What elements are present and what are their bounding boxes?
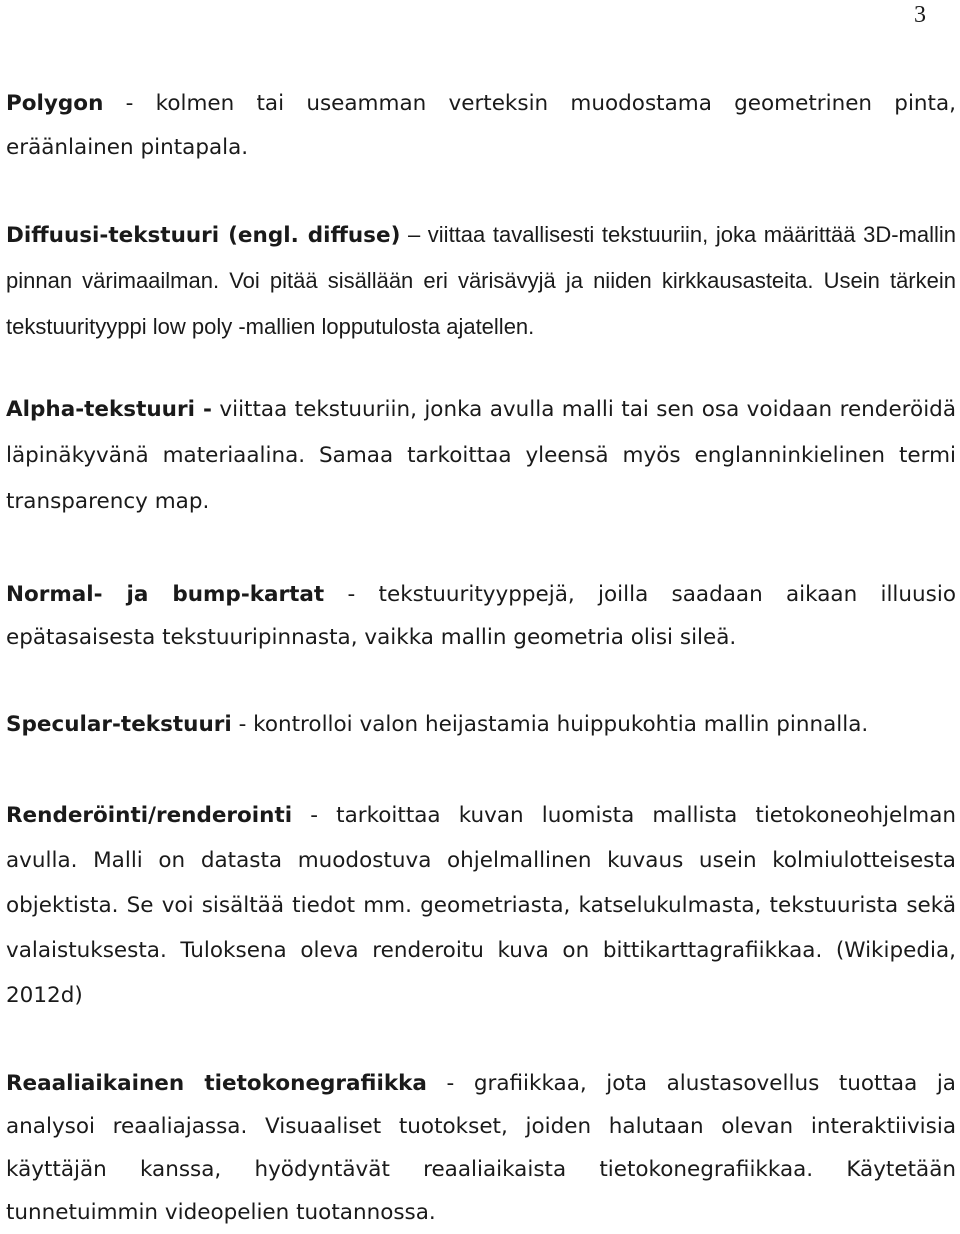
term: Diffuusi-tekstuuri (engl. diffuse) (6, 223, 401, 248)
definition: - kolmen tai useamman verteksin muodostama geometrinen pinta, eräänlainen pintapala. (6, 91, 956, 160)
glossary-entry-realtime-graphics (6, 1062, 956, 1234)
term: Alpha-tekstuuri - (6, 397, 212, 422)
definition: - tekstuurityyppejä, joilla saadaan aikaan illuusio epätasaisesta tekstuuripinnasta, vaikka mallin geometria olisi sileä. (6, 582, 956, 650)
definition: - kontrolloi valon heijastamia huippukohtia mallin pinnalla. (231, 712, 869, 737)
page-number: 3 (914, 2, 926, 28)
definition: - tarkoittaa kuvan luomista mallista tietokoneohjelman avulla. Malli on datasta muodostuva ohjelmallinen kuvaus usein kolmiulotteisesta objektista. Se voi sisältää tiedot mm. geometriasta, katselukulmasta, tekstuurista sekä valaistuksesta. Tuloksena oleva renderoitu kuva on bittikarttagrafiikkaa. (Wikipedia, 2012d) (6, 803, 956, 1008)
glossary-entry-diffuse (6, 212, 956, 350)
glossary-entry-specular (6, 703, 956, 747)
term: Specular-tekstuuri (6, 712, 232, 737)
glossary-entry-polygon (6, 82, 956, 170)
term: Reaaliaikainen tietokonegrafiikka (6, 1071, 427, 1096)
definition: – viittaa tavallisesti tekstuuriin, joka määrittää 3D-mallin pinnan värimaailman. Voi pitää sisällään eri värisävyjä ja niiden kirkkausasteita. Usein tärkein tekstuurityyppi low poly -mallien lopputulosta ajatellen. (6, 222, 956, 339)
term: Polygon (6, 91, 104, 116)
term: Renderöinti/renderointi (6, 803, 293, 828)
glossary-entry-normal-bump (6, 573, 956, 659)
term: Normal- ja bump-kartat (6, 582, 325, 607)
glossary-entry-rendering (6, 793, 956, 1018)
glossary-entry-alpha (6, 387, 956, 525)
definition: - grafiikkaa, jota alustasovellus tuottaa ja analysoi reaaliajassa. Visuaaliset tuotokset, joiden halutaan olevan interaktiivisia käyttäjän kanssa, hyödyntävät reaaliaikaista tietokonegrafiikkaa. Käytetään tunnetuimmin videopelien tuotannossa. (6, 1071, 956, 1225)
definition: viittaa tekstuuriin, jonka avulla malli tai sen osa voidaan renderöidä läpinäkyvänä materiaalina. Samaa tarkoittaa yleensä myös englanninkielinen termi transparency map. (6, 397, 956, 514)
